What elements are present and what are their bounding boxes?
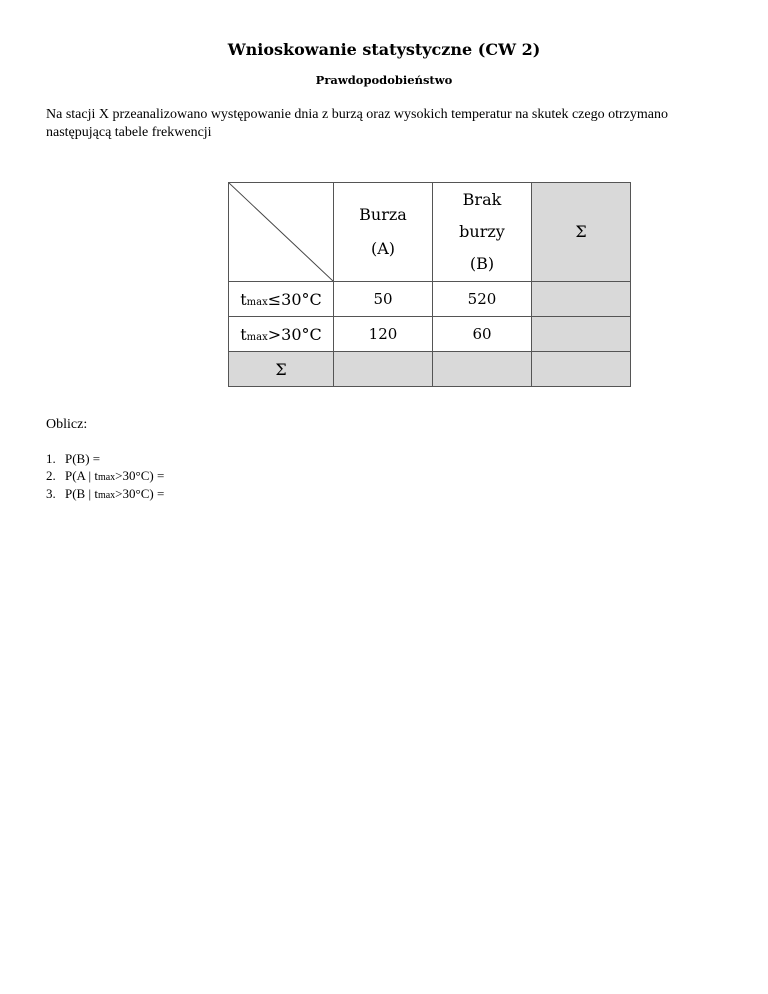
sum-row (229, 352, 631, 387)
cell-high-sum (532, 317, 631, 352)
header-brak-line3: (B) (469, 254, 495, 273)
page-subtitle: Prawdopodobieństwo (315, 73, 453, 87)
sum-burza (334, 352, 433, 387)
sum-total (532, 352, 631, 387)
sum-row-label: Σ (229, 352, 334, 387)
header-brak-line2: burzy (459, 222, 505, 241)
header-sum-symbol: Σ (575, 222, 587, 241)
table-header-row (229, 183, 631, 282)
diagonal-corner-cell (229, 183, 334, 282)
header-brak-line1: Brak (462, 190, 502, 209)
table-row (229, 282, 631, 317)
cell-low-sum (532, 282, 631, 317)
cell-low-burza: 50 (334, 282, 433, 317)
row-label-high-temp: tmax>30°C (229, 317, 334, 352)
cell-low-brak: 520 (433, 282, 532, 317)
header-burza-line2: (A) (370, 239, 396, 258)
header-brak-burzy (433, 183, 532, 282)
sum-brak (433, 352, 532, 387)
row-label-low-temp: tmax≤30°C (229, 282, 334, 317)
list-item: 2. P(A | tmax>30°C) = (46, 467, 165, 483)
intro-paragraph: Na stacji X przeanalizowano występowanie dnia z burzą oraz wysokich temperatur na skutek czego otrzymano następującą tabele frekwencji (46, 107, 668, 140)
table-row (229, 317, 631, 352)
frequency-table (228, 182, 631, 387)
list-item: 1. P(B) = (46, 451, 101, 466)
cell-high-burza: 120 (334, 317, 433, 352)
calc-label: Oblicz: (46, 417, 88, 432)
cell-high-brak: 60 (433, 317, 532, 352)
diagonal-line (229, 183, 333, 281)
header-burza (334, 183, 433, 282)
page-title: Wnioskowanie statystyczne (CW 2) (227, 40, 541, 59)
header-sum (532, 183, 631, 282)
list-item: 3. P(B | tmax>30°C) = (46, 486, 165, 501)
header-burza-line1: Burza (359, 205, 407, 224)
question-list (46, 451, 164, 505)
